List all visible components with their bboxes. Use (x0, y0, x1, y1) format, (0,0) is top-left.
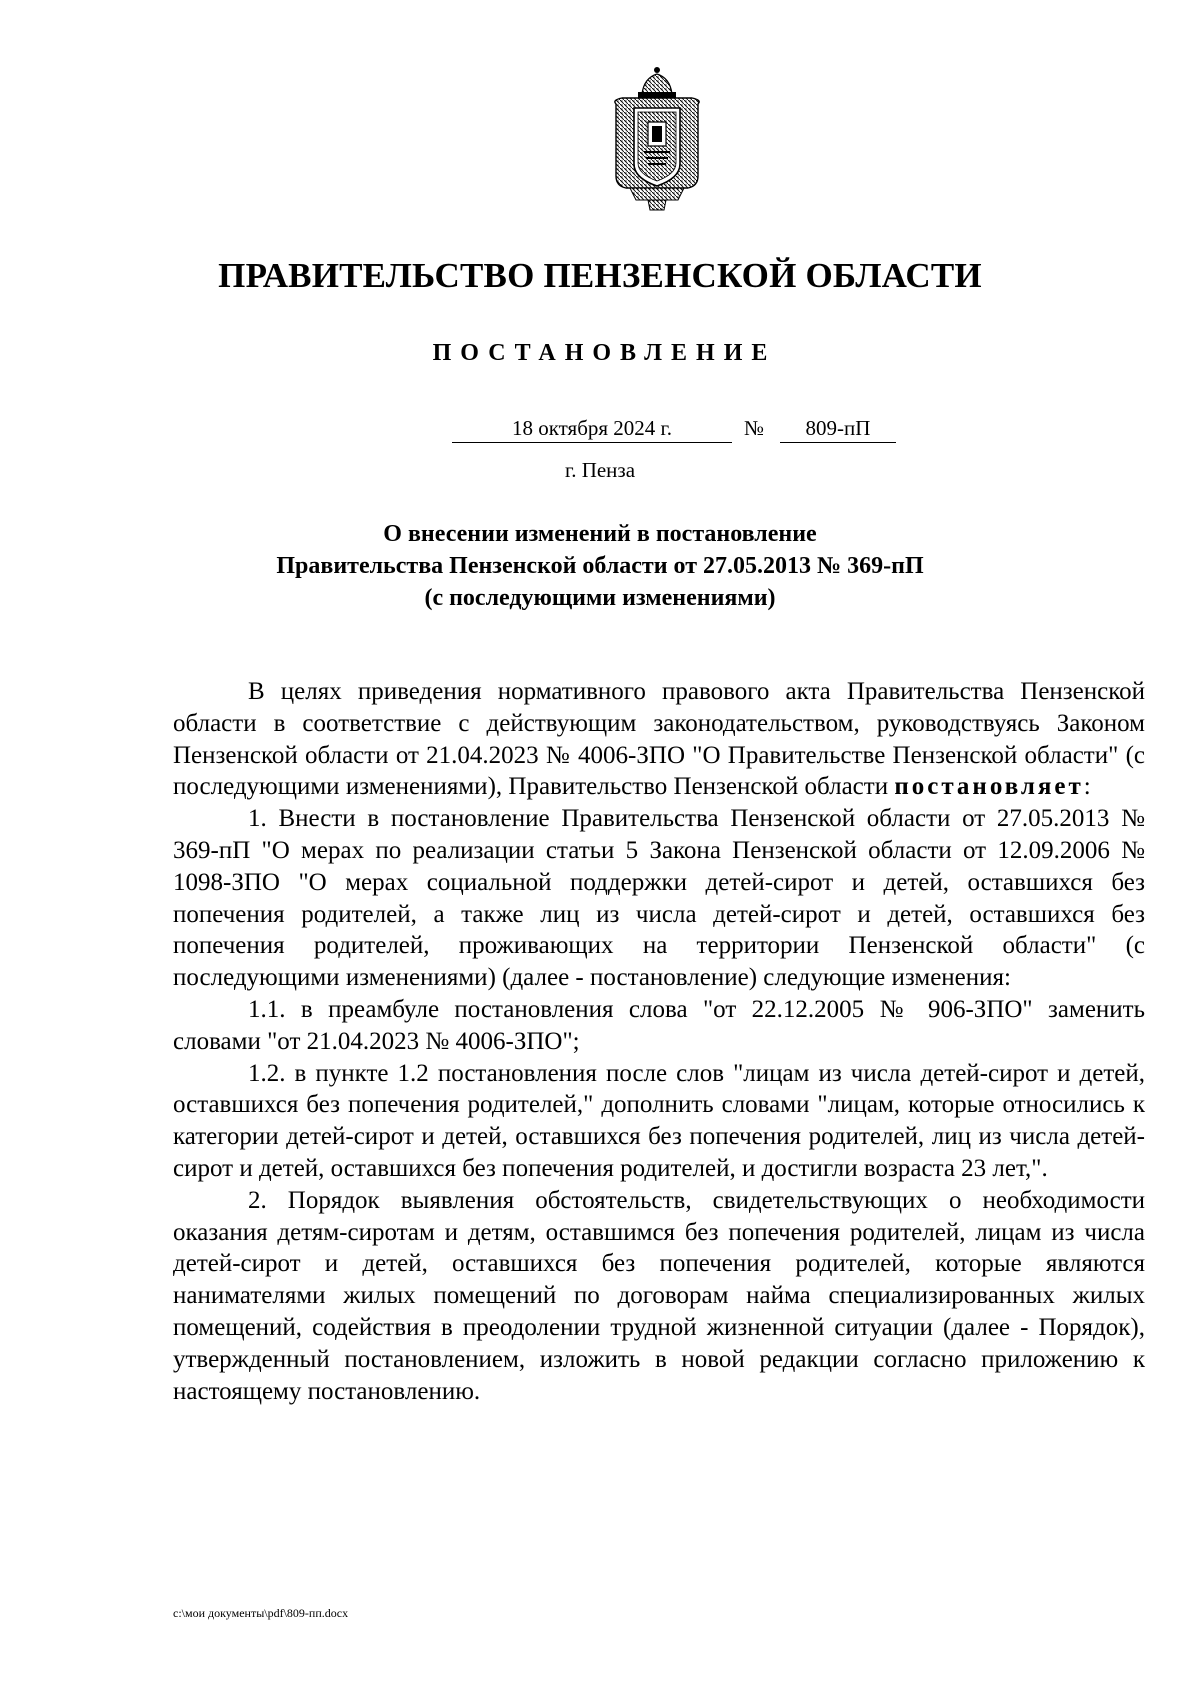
number-sign: № (744, 416, 765, 440)
document-body (173, 676, 1145, 1407)
subject-line-2: Правительства Пензенской области от 27.05.2013 № 369-пП (276, 553, 924, 579)
paragraph-1: 1. Внести в постановление Правительства Пензенской области от 27.05.2013 № 369-пП "О мерах по реализации статьи 5 Закона Пензенской области от 12.09.2006 № 1098-ЗПО "О мерах социальной поддержки детей-сирот и детей, оставшихся без попечения родителей, а также лиц из числа детей-сирот и детей, оставшихся без попечения родителей, проживающих на территории Пензенской области" (с последующими изменениями) (далее - постановление) следующие изменения: (173, 805, 1145, 992)
subject-line-1: О внесении изменений в постановление (383, 521, 817, 547)
resolves-word: постановляет (894, 773, 1084, 801)
document-date: 18 октября 2024 г. (452, 414, 732, 443)
file-path-footer: c:\мои документы\pdf\809-пп.docx (173, 1606, 349, 1620)
paragraph-1-1: 1.1. в преамбуле постановления слова "от 22.12.2005 № 906-ЗПО" заменить словами "от 21.04.2023 № 4006-ЗПО"; (173, 995, 1145, 1055)
subject-line-3: (с последующими изменениями) (424, 585, 776, 611)
paragraph-2: 2. Порядок выявления обстоятельств, свидетельствующих о необходимости оказания детям-сиротам и детям, оставшимся без попечения родителей, лицам из числа детей-сирот и детей, оставшихся без попечения родителей, которые являются нанимателями жилых помещений по договорам найма специализированных жилых помещений, содействия в преодолении трудной жизненной ситуации (далее - Порядок), утвержденный постановлением, изложить в новой редакции согласно приложению к настоящему постановлению. (173, 1186, 1145, 1405)
intro-text: В целях приведения нормативного правового акта Правительства Пензенской области в соответствие с действующим законодательством, руководствуясь Законом Пензенской области от 21.04.2023 № 4006-ЗПО "О Правительстве Пензенской области" (с последующими изменениями), Правительство Пензенской области (173, 678, 1145, 801)
paragraph-1-2: 1.2. в пункте 1.2 постановления после слов "лицам из числа детей-сирот и детей, оставшихся без попечения родителей," дополнить словами "лицам, которые относились к категории детей-сирот и детей, оставшихся без попечения родителей, лиц из числа детей-сирот и детей, оставшихся без попечения родителей, и достигли возраста 23 лет,". (173, 1059, 1145, 1182)
intro-end: : (1083, 773, 1091, 801)
document-number: 809-пП (780, 414, 896, 443)
coat-of-arms-icon (608, 64, 706, 212)
document-type: ПОСТАНОВЛЕНИЕ (432, 340, 777, 366)
intro-paragraph (173, 676, 1145, 803)
organization-title: ПРАВИТЕЛЬСТВО ПЕНЗЕНСКОЙ ОБЛАСТИ (218, 256, 982, 295)
city: г. Пенза (564, 458, 636, 482)
document-subject (0, 518, 1200, 614)
